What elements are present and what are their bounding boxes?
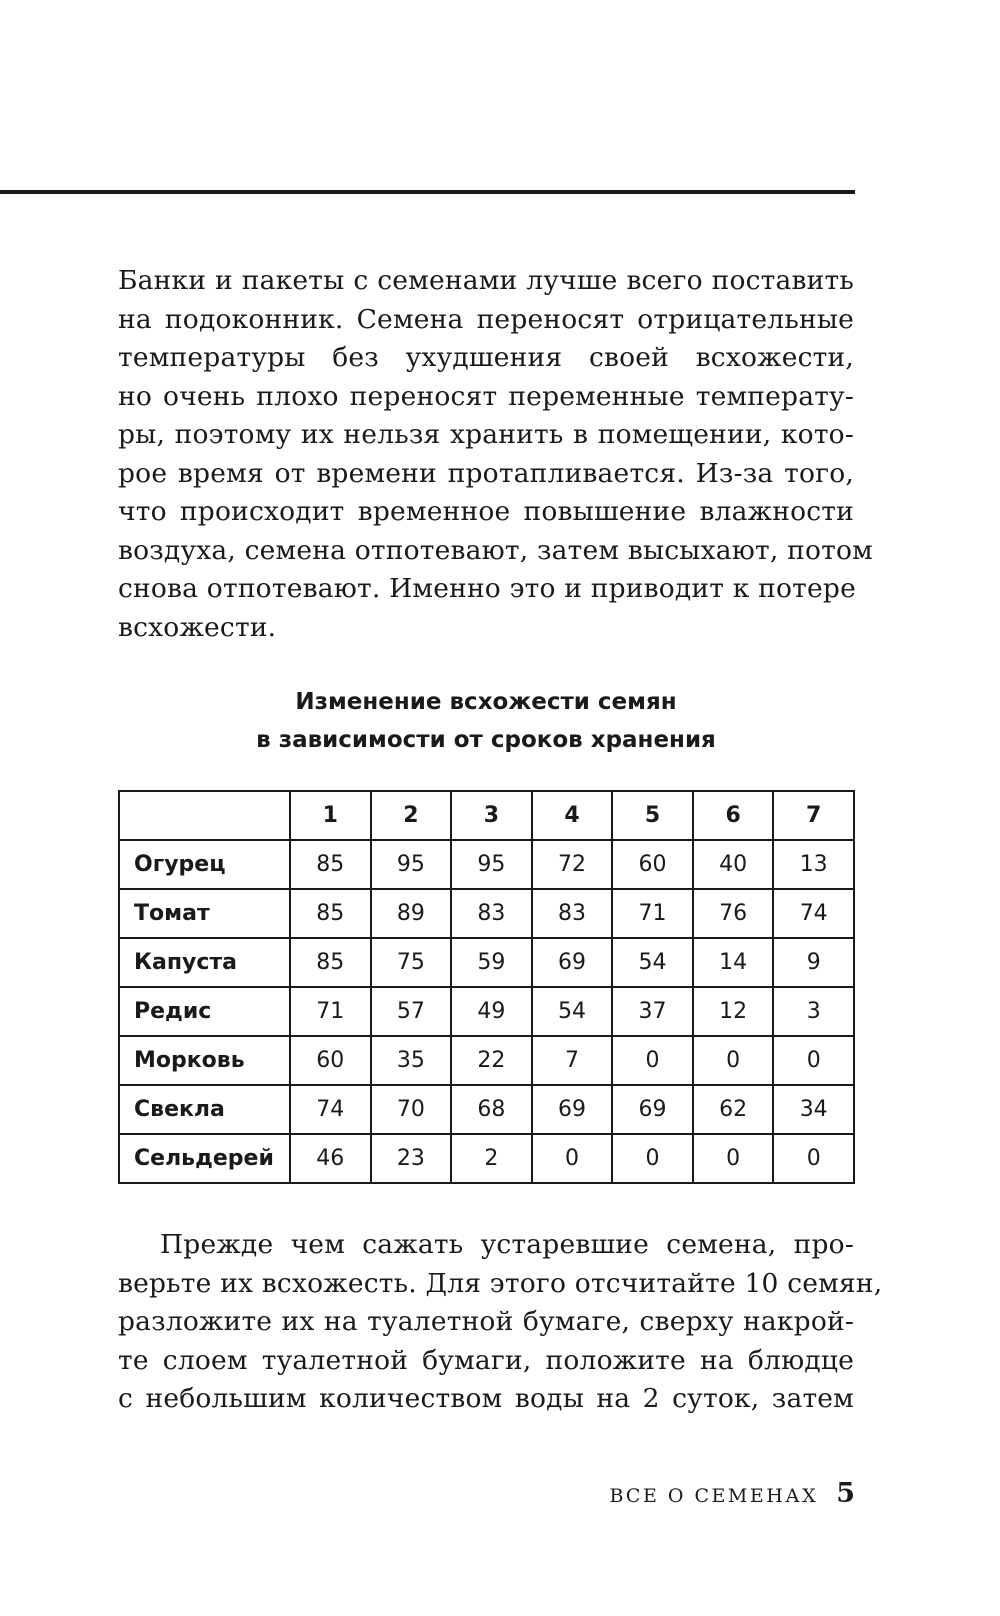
text-line: Прежде чем сажать устаревшие семена, про- — [160, 1229, 854, 1260]
text-line: рое время от времени протапливается. Из-за того, — [118, 457, 854, 489]
table-cell: 89 — [371, 889, 452, 938]
text-line: снова отпотевают. Именно это и приводит к потере — [118, 573, 856, 604]
text-line: на подоконник. Семена переносят отрицательные — [118, 303, 854, 335]
table-cell: 57 — [371, 987, 452, 1036]
page-number: 5 — [836, 1478, 855, 1509]
column-header: 7 — [773, 791, 854, 840]
column-header: 1 — [290, 791, 371, 840]
table-cell: 49 — [451, 987, 532, 1036]
header-rule — [0, 190, 855, 194]
table-cell: 40 — [693, 840, 774, 889]
table-cell: 83 — [451, 889, 532, 938]
table-title-line-2: в зависимости от сроков хранения — [256, 727, 716, 753]
table-row — [119, 840, 854, 889]
table-cell: 22 — [451, 1036, 532, 1085]
row-label: Свекла — [119, 1085, 290, 1134]
table-cell: 14 — [693, 938, 774, 987]
row-label: Томат — [119, 889, 290, 938]
body-paragraph-2 — [118, 1226, 883, 1419]
table-cell: 60 — [290, 1036, 371, 1085]
table-cell: 0 — [693, 1134, 774, 1183]
table-cell: 70 — [371, 1085, 452, 1134]
table-row — [119, 1085, 854, 1134]
table-title-line-1: Изменение всхожести семян — [295, 689, 677, 715]
table-cell: 68 — [451, 1085, 532, 1134]
table-cell: 85 — [290, 938, 371, 987]
table-cell: 69 — [532, 1085, 613, 1134]
table-cell: 0 — [612, 1036, 693, 1085]
column-header: 5 — [612, 791, 693, 840]
text-line: те слоем туалетной бумаги, положите на блюдце — [118, 1344, 854, 1376]
table-cell: 74 — [290, 1085, 371, 1134]
column-header: 3 — [451, 791, 532, 840]
text-line: разложите их на туалетной бумаге, сверху накрой- — [118, 1306, 854, 1337]
table-cell: 12 — [693, 987, 774, 1036]
table-cell: 0 — [773, 1134, 854, 1183]
table-cell: 23 — [371, 1134, 452, 1183]
table-cell: 76 — [693, 889, 774, 938]
table-cell: 46 — [290, 1134, 371, 1183]
table-cell: 54 — [612, 938, 693, 987]
text-line: Банки и пакеты с семенами лучше всего поставить — [118, 265, 854, 296]
table-cell: 72 — [532, 840, 613, 889]
table-cell: 59 — [451, 938, 532, 987]
table-row — [119, 1036, 854, 1085]
table-cell: 2 — [451, 1134, 532, 1183]
table-cell: 37 — [612, 987, 693, 1036]
table-header-row — [119, 791, 854, 840]
text-line: но очень плохо переносят переменные температу- — [118, 380, 854, 412]
table-cell: 74 — [773, 889, 854, 938]
germination-table — [118, 790, 855, 1184]
page-footer — [609, 1478, 855, 1509]
table-cell: 69 — [532, 938, 613, 987]
table-cell: 54 — [532, 987, 613, 1036]
table-cell: 71 — [290, 987, 371, 1036]
column-header: 4 — [532, 791, 613, 840]
table-cell: 7 — [532, 1036, 613, 1085]
text-line: с небольшим количеством воды на 2 суток, затем — [118, 1383, 854, 1414]
table-cell: 62 — [693, 1085, 774, 1134]
table-row — [119, 987, 854, 1036]
text-line: что происходит временное повышение влажности — [118, 496, 854, 527]
row-label: Огурец — [119, 840, 290, 889]
row-label: Редис — [119, 987, 290, 1036]
text-line: ры, поэтому их нельзя хранить в помещении, кото- — [118, 419, 854, 450]
column-header: 2 — [371, 791, 452, 840]
table-row — [119, 889, 854, 938]
row-label: Морковь — [119, 1036, 290, 1085]
body-paragraph-1 — [118, 262, 873, 647]
table-cell: 85 — [290, 889, 371, 938]
row-label: Капуста — [119, 938, 290, 987]
column-header: 6 — [693, 791, 774, 840]
table-cell: 85 — [290, 840, 371, 889]
table-cell: 0 — [693, 1036, 774, 1085]
table-cell: 0 — [612, 1134, 693, 1183]
table-cell: 95 — [451, 840, 532, 889]
table-cell: 71 — [612, 889, 693, 938]
table-title — [118, 683, 854, 759]
table-cell: 75 — [371, 938, 452, 987]
table-cell: 0 — [532, 1134, 613, 1183]
table-cell: 13 — [773, 840, 854, 889]
text-line: воздуха, семена отпотевают, затем высыхают, потом — [118, 534, 873, 566]
table-cell: 83 — [532, 889, 613, 938]
table-cell: 35 — [371, 1036, 452, 1085]
text-line: верьте их всхожесть. Для этого отсчитайте 10 семян, — [118, 1267, 883, 1299]
text-line: всхожести. — [118, 611, 277, 643]
table-row — [119, 938, 854, 987]
table-corner-cell — [119, 791, 290, 840]
table-row — [119, 1134, 854, 1183]
table-cell: 0 — [773, 1036, 854, 1085]
table-cell: 9 — [773, 938, 854, 987]
table-cell: 95 — [371, 840, 452, 889]
table-cell: 69 — [612, 1085, 693, 1134]
text-line: температуры без ухудшения своей всхожести, — [118, 342, 854, 373]
table-cell: 60 — [612, 840, 693, 889]
running-section-title: ВСЕ О СЕМЕНАХ — [609, 1485, 819, 1507]
table-cell: 34 — [773, 1085, 854, 1134]
table-cell: 3 — [773, 987, 854, 1036]
row-label: Сельдерей — [119, 1134, 290, 1183]
